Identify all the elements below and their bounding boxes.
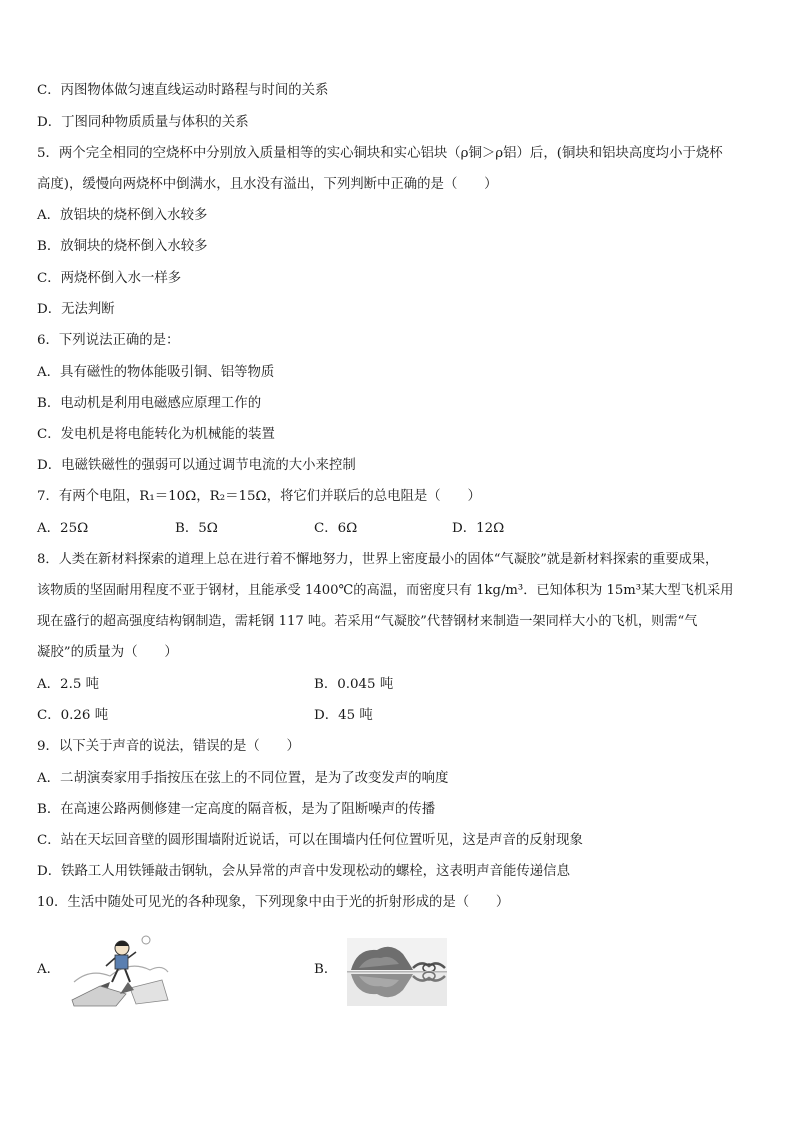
- q6-option-c: C．发电机是将电能转化为机械能的装置: [37, 427, 275, 442]
- q8-option-d: D．45 吨: [314, 708, 373, 723]
- q6-option-d: D．电磁铁磁性的强弱可以通过调节电流的大小来控制: [37, 458, 356, 473]
- q8-stem-line2: 该物质的坚固耐用程度不亚于钢材，且能承受 1400℃的高温，而密度只有 1kg/m³．已知体积为 15m³某大型飞机采用: [37, 583, 734, 598]
- q5-option-a: A．放铝块的烧杯倒入水较多: [37, 208, 208, 223]
- q10-stem: 10．生活中随处可见光的各种现象，下列现象中由于光的折射形成的是（ ）: [37, 895, 510, 910]
- q7-stem: 7．有两个电阻，R₁＝10Ω，R₂＝15Ω，将它们并联后的总电阻是（ ）: [37, 489, 481, 504]
- q8-option-a: A．2.5 吨: [37, 677, 100, 692]
- q10-option-a-label: A．: [37, 962, 61, 977]
- q4-option-c: C．丙图物体做匀速直线运动时路程与时间的关系: [37, 83, 329, 98]
- q8-stem-line4: 凝胶”的质量为（ ）: [37, 645, 178, 660]
- q9-option-d: D．铁路工人用铁锤敲击钢轨，会从异常的声音中发现松动的螺栓，这表明声音能传递信息: [37, 864, 570, 879]
- q8-stem-line3: 现在盛行的超高强度结构钢制造，需耗钢 117 吨。若采用“气凝胶”代替钢材来制造一架同样大小的飞机，则需“气: [37, 614, 698, 629]
- q9-stem: 9．以下关于声音的说法，错误的是（ ）: [37, 739, 300, 754]
- q9-option-b: B．在高速公路两侧修建一定高度的隔音板，是为了阻断噪声的传播: [37, 802, 436, 817]
- q8-option-c: C．0.26 吨: [37, 708, 109, 723]
- q9-option-c: C．站在天坛回音壁的圆形围墙附近说话，可以在围墙内任何位置听见，这是声音的反射现象: [37, 833, 583, 848]
- q5-stem-line1: 5．两个完全相同的空烧杯中分别放入质量相等的实心铜块和实心铝块（ρ铜＞ρ铝）后，(铜块和铝块高度均小于烧杯: [37, 146, 723, 161]
- q7-option-c: C．6Ω: [314, 521, 358, 536]
- q6-stem: 6．下列说法正确的是：: [37, 333, 180, 348]
- q10-option-a-figure: [70, 930, 170, 1008]
- reflection-scene-illustration: [347, 938, 447, 1006]
- q5-option-d: D．无法判断: [37, 302, 115, 317]
- q7-option-a: A．25Ω: [37, 521, 89, 536]
- q9-option-a: A．二胡演奏家用手指按压在弦上的不同位置，是为了改变发声的响度: [37, 771, 449, 786]
- q10-option-b-label: B．: [314, 962, 338, 977]
- q8-option-b: B．0.045 吨: [314, 677, 394, 692]
- q6-option-a: A．具有磁性的物体能吸引铜、铝等物质: [37, 365, 275, 380]
- q6-option-b: B．电动机是利用电磁感应原理工作的: [37, 396, 262, 411]
- q7-option-b: B．5Ω: [175, 521, 218, 536]
- q8-stem-line1: 8．人类在新材料探索的道理上总在进行着不懈地努力，世界上密度最小的固体“气凝胶”就是新材料探索的重要成果，: [37, 552, 719, 567]
- q7-option-d: D．12Ω: [452, 521, 505, 536]
- q5-stem-line2: 高度)，缓慢向两烧杯中倒满水，且水没有溢出，下列判断中正确的是（ ）: [37, 177, 498, 192]
- q10-option-b-figure: [347, 938, 447, 1006]
- q5-option-b: B．放铜块的烧杯倒入水较多: [37, 239, 208, 254]
- q5-option-c: C．两烧杯倒入水一样多: [37, 271, 182, 286]
- q4-option-d: D．丁图同种物质质量与体积的关系: [37, 115, 249, 130]
- shadow-play-illustration: [70, 930, 170, 1008]
